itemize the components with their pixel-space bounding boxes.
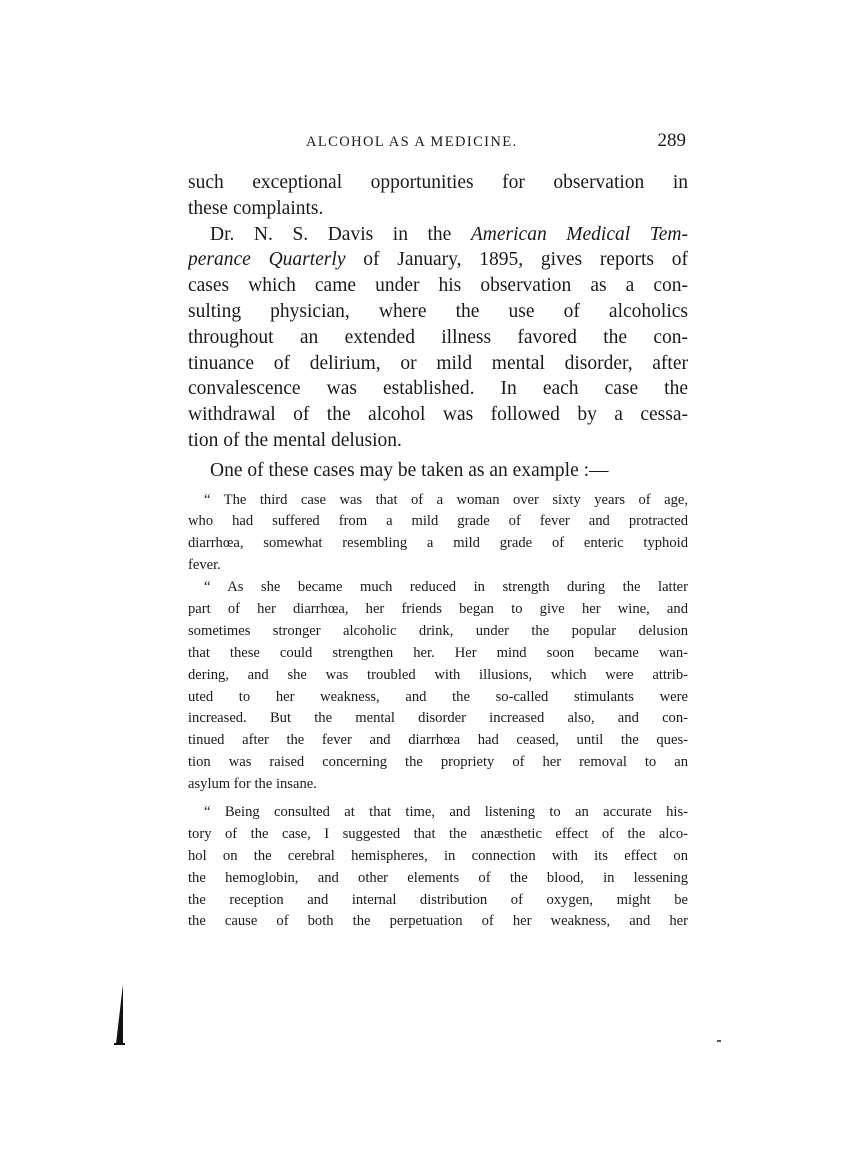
scan-margin-mark	[114, 984, 123, 1044]
quote-line: part of her diarrhœa, her friends began to give her wine, and	[188, 601, 688, 618]
text-line: convalescence was established. In each case the	[188, 378, 688, 400]
quote-line: that these could strengthen her. Her mind soon became wan-	[188, 644, 688, 661]
page-number: 289	[657, 130, 686, 151]
quote-line: “ As she became much reduced in strength during the latter	[204, 579, 688, 596]
text-run: of January, 1895, gives reports of	[345, 249, 688, 271]
text-line: tinuance of delirium, or mild mental disorder, after	[188, 352, 688, 374]
quote-line: tory of the case, I suggested that the anæsthetic effect of the alco-	[188, 825, 688, 842]
quote-line: sometimes stronger alcoholic drink, under the popular delusion	[188, 622, 688, 639]
quote-line: who had suffered from a mild grade of fever and protracted	[188, 513, 688, 530]
block-quote-2	[188, 577, 688, 796]
text-line: throughout an extended illness favored the con-	[188, 326, 688, 348]
quote-line: hol on the cerebral hemispheres, in connection with its effect on	[188, 847, 688, 864]
quote-line: the hemoglobin, and other elements of the blood, in lessening	[188, 869, 688, 886]
text-line: cases which came under his observation as a con-	[188, 275, 688, 297]
text-line	[188, 222, 688, 248]
quote-line: uted to her weakness, and the so-called stimulants were	[188, 688, 688, 705]
quote-line: “ The third case was that of a woman over sixty years of age,	[204, 491, 688, 508]
text-line: withdrawal of the alcohol was followed by a cessa-	[188, 404, 688, 426]
scan-speck	[717, 1040, 721, 1042]
text-line: these complaints.	[188, 197, 324, 219]
text-line: tion of the mental delusion.	[188, 429, 402, 451]
page-header	[188, 128, 688, 158]
quote-line: “ Being consulted at that time, and listening to an accurate his-	[204, 804, 688, 821]
scan-margin-base	[114, 1043, 125, 1045]
running-title: ALCOHOL AS A MEDICINE.	[306, 134, 518, 150]
body-text	[188, 170, 688, 933]
text-line: sulting physician, where the use of alcoholics	[188, 300, 688, 322]
quote-line: fever.	[188, 557, 221, 574]
text-line: One of these cases may be taken as an example :—	[210, 459, 609, 481]
quote-line: diarrhœa, somewhat resembling a mild grade of enteric typhoid	[188, 535, 688, 552]
block-quote-1	[188, 490, 688, 578]
quote-line: tion was raised concerning the propriety of her removal to an	[188, 754, 688, 771]
journal-title: perance Quarterly	[188, 249, 346, 271]
quote-line: asylum for the insane.	[188, 776, 317, 793]
quote-line: the cause of both the perpetuation of her weakness, and her	[188, 913, 688, 930]
text-run: Dr. N. S. Davis in the	[210, 223, 471, 245]
text-line: such exceptional opportunities for observation in	[188, 172, 688, 193]
text-line	[188, 247, 688, 273]
quote-line: tinued after the fever and diarrhœa had ceased, until the ques-	[188, 732, 688, 749]
quote-line: increased. But the mental disorder increased also, and con-	[188, 710, 688, 727]
paragraph-continuation	[188, 170, 688, 222]
paragraph-davis	[188, 222, 688, 454]
quote-line: dering, and she was troubled with illusions, which were attrib-	[188, 666, 688, 683]
quote-line: the reception and internal distribution of oxygen, might be	[188, 891, 688, 908]
journal-title: American Medical Tem-	[470, 223, 688, 245]
paragraph-example-intro	[188, 458, 688, 484]
block-quote-3	[188, 802, 688, 933]
